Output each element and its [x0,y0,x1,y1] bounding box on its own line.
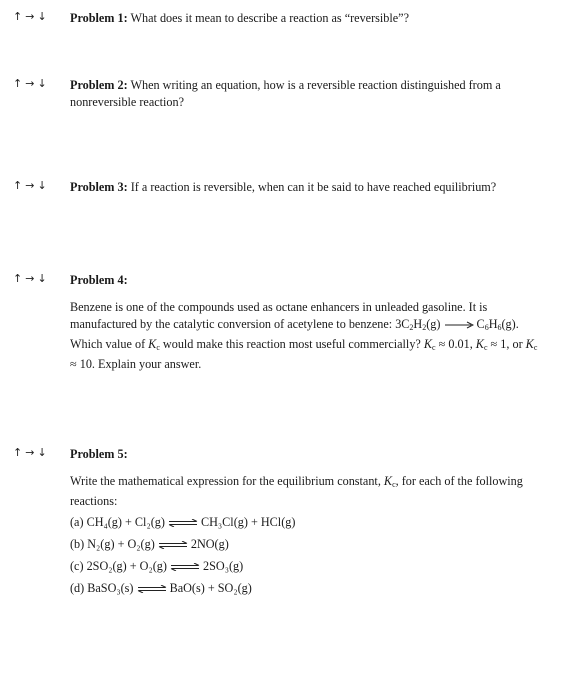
equation-lhs: (d) BaSO₃(s) [70,581,137,595]
problem-1-label: Problem 1 [70,11,124,25]
equation-list [70,513,538,598]
equation-c [70,557,538,576]
equation-d [70,579,538,598]
equilibrium-arrow-icon [137,585,167,593]
right-arrow-icon[interactable]: → [25,77,36,90]
equation-rhs: CH₃Cl(g) + HCl(g) [197,515,296,529]
equilibrium-arrow-icon [170,563,200,571]
problem-5-intro: Write the mathematical expression for the equilibrium constant, $K_c$, for each of the following reactions: [70,474,523,508]
reorder-controls [13,179,50,192]
problem-3-text: If a reaction is reversible, when can it be said to have reached equilibrium? [130,180,497,194]
up-arrow-icon[interactable]: ↑ [13,10,24,23]
equation-rhs: 2NO(g) [187,537,229,551]
reorder-controls [13,272,50,285]
reorder-controls [13,77,50,90]
up-arrow-icon[interactable]: ↑ [13,446,24,459]
problem-4-text: Benzene is one of the compounds used as octane enhancers in unleaded gasoline. It is manufactured by the catalytic conversion of acetylene to benzene: $3C_2H_2(g)$ $C_6H_6(g)$. Which value of $K_c$ would make this reaction most useful commercially? $K_c \approx 0.01$, $K_c \approx 1$, or $K_c$ ≈ 10. Explain your answer. [70,300,538,371]
reaction-arrow-icon [444,321,474,329]
problem-2: Problem 2: When writing an equation, how is a reversible reaction distinguished from a nonreversible reaction? [70,78,501,109]
down-arrow-icon[interactable]: ↓ [37,272,48,285]
equilibrium-arrow-icon [158,541,188,549]
reorder-controls [13,446,50,459]
right-arrow-icon[interactable]: → [25,272,36,285]
reorder-controls [13,10,50,23]
down-arrow-icon[interactable]: ↓ [37,179,48,192]
equation-rhs: 2SO₃(g) [199,559,244,573]
down-arrow-icon[interactable]: ↓ [37,10,48,23]
problem-4-label: Problem 4 [70,273,124,287]
equation-lhs: (b) N₂(g) + O₂(g) [70,537,158,551]
problem-3: Problem 3: If a reaction is reversible, when can it be said to have reached equilibrium? [70,180,497,194]
right-arrow-icon[interactable]: → [25,10,36,23]
equation-lhs: (c) 2SO₂(g) + O₂(g) [70,559,170,573]
equation-b [70,535,538,554]
problem-3-label: Problem 3 [70,180,124,194]
problem-2-text: When writing an equation, how is a reversible reaction distinguished from a nonreversible reaction? [70,78,501,109]
problem-1: Problem 1: What does it mean to describe a reaction as “reversible”? [70,11,409,25]
problem-5: Problem 5: Write the mathematical expression for the equilibrium constant, $K_c$, for each of the following reactions: (a) CH₄(g) + Cl₂(g) CH₃Cl(g) + HCl(g) (b) N₂(g) + O₂(g) 2NO(g) (c) 2SO₂(g) + O₂(g) 2SO₃(g) (d) BaSO₃(s) BaO(s) + SO₂(g) [70,446,538,598]
down-arrow-icon[interactable]: ↓ [37,77,48,90]
problem-4: Problem 4: Benzene is one of the compounds used as octane enhancers in unleaded gasoline. It is manufactured by the catalytic conversion of acetylene to benzene: $3C_2H_2(g)$ $C_6H_6(g)$. Which value of $K_c$ would make this reaction most useful commercially? $K_c \approx 0.01$, $K_c \approx 1$, or $K_c$ ≈ 10. Explain your answer. [70,273,538,371]
up-arrow-icon[interactable]: ↑ [13,272,24,285]
equilibrium-arrow-icon [168,519,198,527]
up-arrow-icon[interactable]: ↑ [13,77,24,90]
down-arrow-icon[interactable]: ↓ [37,446,48,459]
right-arrow-icon[interactable]: → [25,179,36,192]
up-arrow-icon[interactable]: ↑ [13,179,24,192]
problem-1-text: What does it mean to describe a reaction as “reversible”? [130,11,409,25]
right-arrow-icon[interactable]: → [25,446,36,459]
equation-a [70,513,538,532]
equation-rhs: BaO(s) + SO₂(g) [166,581,252,595]
equation-lhs: (a) CH₄(g) + Cl₂(g) [70,515,168,529]
problem-5-label: Problem 5 [70,447,124,461]
problem-2-label: Problem 2 [70,78,124,92]
